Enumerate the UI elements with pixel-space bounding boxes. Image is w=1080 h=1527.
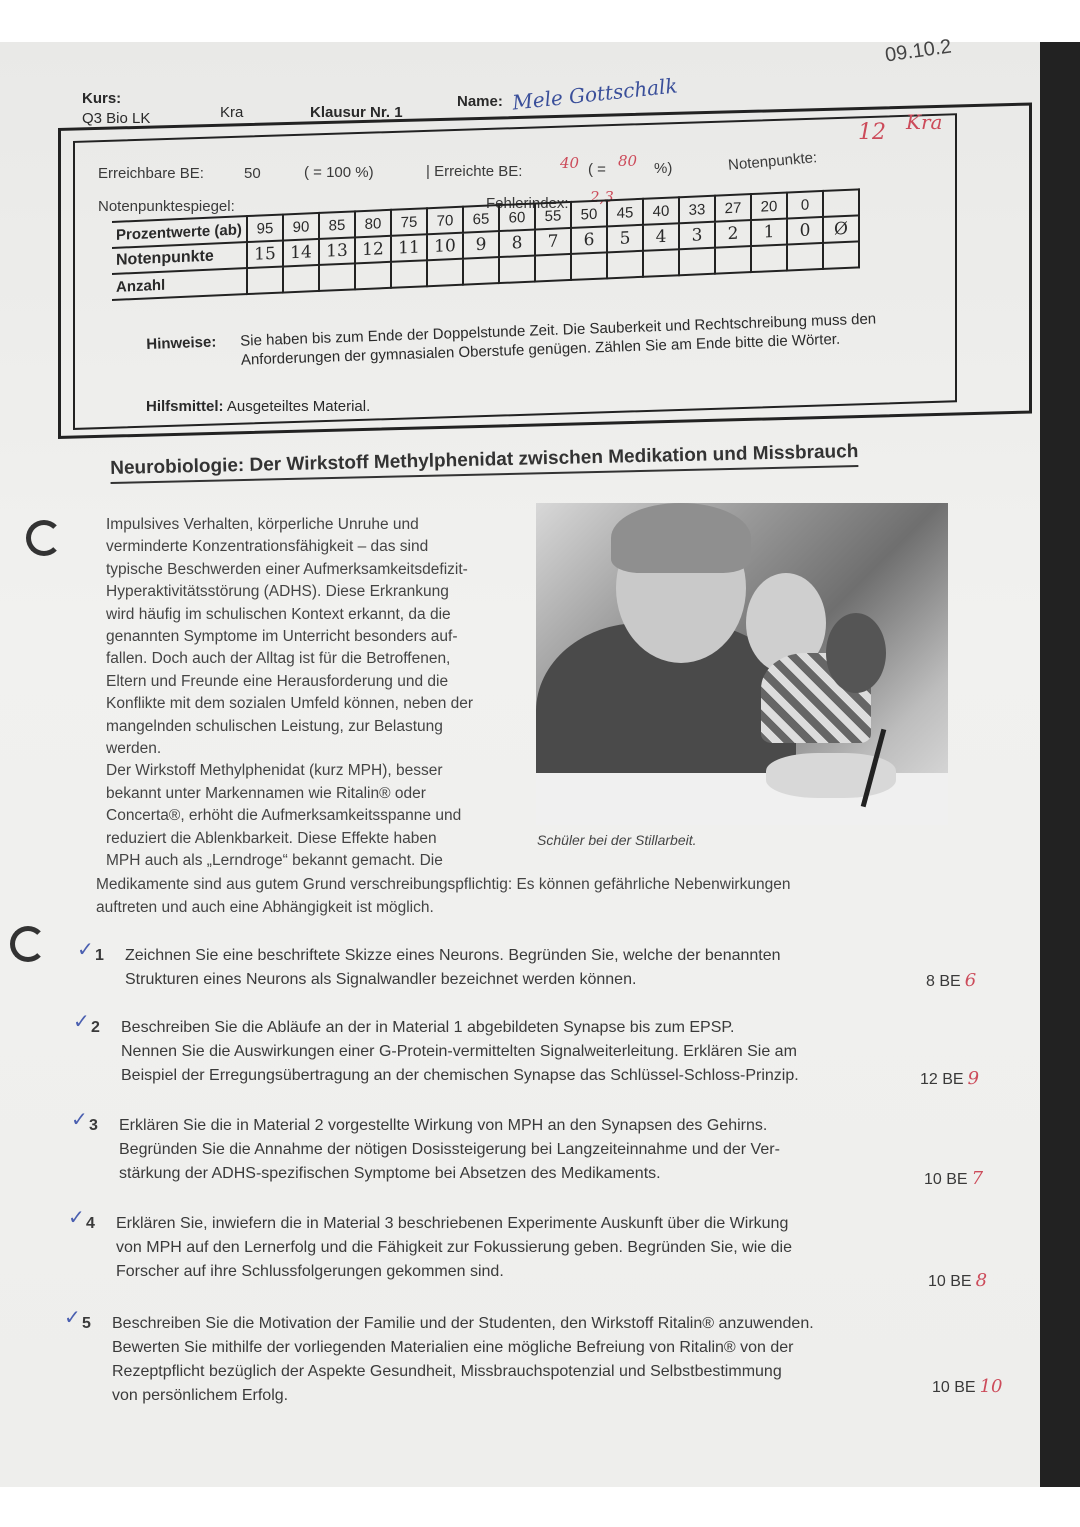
task-line: Beschreiben Sie die Motivation der Familie und der Studenten, den Wirkstoff Ritalin® anzuwenden.	[112, 1315, 814, 1332]
photo-shape	[826, 613, 886, 693]
be-max: 8 BE	[926, 973, 961, 990]
hilfsmittel	[146, 398, 370, 415]
exam-title: Neurobiologie: Der Wirkstoff Methylphenidat zwischen Medikation und Missbrauch	[110, 441, 859, 484]
intro-line: bekannt unter Markennamen wie Ritalin® oder	[106, 784, 426, 802]
teacher: Kra	[220, 104, 244, 121]
intro-line: reduziert die Ablenkbarkeit. Diese Effekte haben	[106, 829, 437, 847]
kurs-value: Q3 Bio LK	[82, 110, 151, 127]
points-cell: 15	[247, 241, 283, 269]
task-5-points	[932, 1376, 1003, 1397]
points-cell: 5	[607, 225, 643, 253]
check-mark-icon: ✓	[71, 1109, 88, 1131]
task-line: Begründen Sie die Annahme der nötigen Dosissteigerung bei Langzeiteinnahme und der Ver-	[119, 1141, 780, 1158]
anzahl-row-label: Anzahl	[112, 268, 247, 300]
photo-shape	[611, 503, 751, 573]
task-line: Rezeptpflicht bezüglich der Aspekte Gesundheit, Missbrauchspotenzial und Selbstbestimmung	[112, 1363, 782, 1380]
points-cell: 14	[283, 239, 319, 267]
percent-cell: 75	[391, 208, 427, 236]
intro-line: fallen. Doch auch der Alltag ist für die Betroffenen,	[106, 650, 451, 668]
task-line: Nennen Sie die Auswirkungen einer G-Protein-vermittelten Signalweiterleitung. Erklären Sie am	[121, 1043, 797, 1060]
task-line: Beispiel der Erregungsübertragung an der chemischen Synapse das Schlüssel-Schloss-Prinzip.	[121, 1067, 799, 1084]
be-max: 12 BE	[920, 1071, 964, 1088]
erreichbare-value: 50	[244, 165, 261, 182]
punch-hole	[10, 926, 46, 962]
intro-line: Konflikte mit dem sozialen Umfeld können, neben der	[106, 695, 474, 713]
task-line: Forscher auf ihre Schlussfolgerungen gekommen sind.	[116, 1263, 504, 1280]
task-line: Beschreiben Sie die Abläufe an der in Material 1 abgebildeten Synapse bis zum EPSP.	[121, 1019, 735, 1036]
percent-cell: 40	[643, 197, 679, 225]
fehlerindex-value: 2,3	[590, 188, 614, 206]
points-cell: 6	[571, 226, 607, 254]
task-line: Zeichnen Sie eine beschriftete Skizze eines Neurons. Begründen Sie, welche der benannten	[125, 947, 781, 964]
task-line: von persönlichem Erfolg.	[112, 1387, 289, 1404]
intro-line: typische Beschwerden einer Aufmerksamkeitsdefizit-	[106, 560, 468, 578]
percent-cell	[823, 189, 859, 217]
intro-line: werden.	[106, 740, 162, 758]
erreichbare-percent: ( = 100 %)	[304, 164, 374, 181]
task-number: 1	[95, 947, 104, 964]
intro-tail	[96, 874, 896, 919]
anzahl-cell	[643, 249, 679, 277]
anzahl-cell	[427, 259, 463, 287]
task-3-points	[924, 1168, 983, 1189]
points-cell: 4	[643, 223, 679, 251]
hinweise-label: Hinweise:	[146, 333, 217, 353]
hilfsmittel-text: Ausgeteiltes Material.	[226, 398, 371, 415]
be-max: 10 BE	[924, 1171, 968, 1188]
task-1-points	[926, 970, 976, 991]
task-text	[125, 944, 781, 992]
hinweise-text: Sie haben bis zum Ende der Doppelstunde Zeit. Die Sauberkeit und Rechtschreibung muss den Anforderungen der gymnasialen Oberstufe genügen. Zählen Sie am Ende bitte die Wörter.	[239, 310, 877, 369]
percent-cell: 45	[607, 199, 643, 227]
punch-hole	[26, 520, 62, 556]
task-number: 4	[86, 1215, 95, 1232]
hilfsmittel-label: Hilfsmittel:	[146, 398, 224, 415]
klausur-number: Klausur Nr. 1	[310, 104, 403, 121]
task-line: Strukturen eines Neurons als Signalwandler bezeichnet werden können.	[125, 971, 637, 988]
anzahl-cell	[607, 251, 643, 279]
points-cell: 7	[535, 228, 571, 256]
task-line: Erklären Sie die in Material 2 vorgestellte Wirkung von MPH an den Synapsen des Gehirns.	[119, 1117, 768, 1134]
intro-line: genannten Symptome im Unterricht besonders auf-	[106, 628, 458, 646]
points-cell: 2	[715, 220, 751, 248]
anzahl-cell	[283, 265, 319, 293]
be-achieved: 7	[971, 1168, 984, 1189]
anzahl-cell	[751, 245, 787, 273]
notenpunkte-sign: Kra	[906, 110, 943, 134]
name-label: Name:	[457, 93, 503, 110]
anzahl-cell	[535, 254, 571, 282]
intro-text	[106, 514, 516, 873]
points-cell: 0	[787, 217, 823, 245]
notenpunkte-value: 12	[858, 120, 886, 145]
percent-cell: 65	[463, 205, 499, 233]
be-achieved: 10	[979, 1376, 1003, 1397]
percent-cell: 85	[319, 211, 355, 239]
intro-line: Der Wirkstoff Methylphenidat (kurz MPH), besser	[106, 762, 443, 780]
percent-cell: 80	[355, 210, 391, 238]
be-max: 10 BE	[932, 1379, 976, 1396]
task-line: stärkung der ADHS-spezifischen Symptome bei Absetzen des Medikaments.	[119, 1165, 661, 1182]
photo-caption: Schüler bei der Stillarbeit.	[537, 832, 697, 848]
intro-line: verminderte Konzentrationsfähigkeit – das sind	[106, 538, 429, 556]
intro-line: Impulsives Verhalten, körperliche Unruhe und	[106, 516, 419, 533]
anzahl-cell	[355, 262, 391, 290]
erreichte-percent-close: %)	[654, 160, 673, 177]
task-text	[116, 1212, 792, 1284]
be-achieved: 8	[975, 1270, 988, 1291]
percent-cell: 90	[283, 213, 319, 241]
task-line: Bewerten Sie mithilfe der vorliegenden Materialien eine mögliche Befreiung von Ritalin® von der	[112, 1339, 794, 1356]
percent-row-label: Prozentwerte (ab)	[112, 216, 247, 248]
points-cell: 8	[499, 230, 535, 258]
erreichte-value: 40	[560, 154, 580, 172]
be-achieved: 9	[967, 1068, 980, 1089]
task-text	[112, 1312, 814, 1408]
task-number: 5	[82, 1315, 91, 1332]
anzahl-cell	[247, 267, 283, 295]
task-text	[119, 1114, 780, 1186]
percent-cell: 60	[499, 204, 535, 232]
points-cell: 1	[751, 219, 787, 247]
anzahl-cell	[823, 241, 859, 269]
percent-cell: 33	[679, 196, 715, 224]
anzahl-cell	[787, 243, 823, 271]
points-cell: Ø	[823, 215, 859, 243]
points-cell: 12	[355, 236, 391, 264]
percent-cell: 20	[751, 193, 787, 221]
name-value: Mele Gottschalk	[511, 73, 679, 115]
percent-cell: 0	[787, 191, 823, 219]
intro-line: MPH auch als „Lerndroge“ bekannt gemacht. Die	[106, 852, 443, 870]
check-mark-icon: ✓	[64, 1307, 81, 1329]
check-mark-icon: ✓	[73, 1011, 90, 1033]
intro-line: Eltern und Freunde eine Herausforderung und die	[106, 672, 449, 690]
intro-line: auftreten und auch eine Abhängigkeit ist möglich.	[96, 898, 434, 916]
points-cell: 13	[319, 237, 355, 265]
intro-line: wird häufig im schulischen Kontext erkannt, da die	[106, 605, 451, 623]
points-row-label: Notenpunkte	[112, 242, 247, 274]
percent-cell: 95	[247, 215, 283, 243]
task-line: von MPH auf den Lernerfolg und die Fähigkeit zur Fokussierung geben. Begründen Sie, wie die	[116, 1239, 792, 1256]
fehlerindex-label: Fehlerindex:	[486, 195, 569, 212]
be-max: 10 BE	[928, 1273, 972, 1290]
anzahl-cell	[391, 260, 427, 288]
task-number: 3	[89, 1117, 98, 1134]
erreichte-percent-value: 80	[618, 152, 638, 170]
kurs-label: Kurs:	[82, 90, 122, 107]
anzahl-cell	[715, 246, 751, 274]
dark-corner	[1040, 42, 1080, 1487]
intro-line: mangelnden schulischen Leistung, zur Belastung	[106, 717, 443, 735]
anzahl-cell	[679, 248, 715, 276]
task-number: 2	[91, 1019, 100, 1036]
intro-line: Concerta®, erhöht die Aufmerksamkeitsspanne und	[106, 807, 462, 825]
task-text	[121, 1016, 799, 1088]
anzahl-cell	[319, 263, 355, 291]
classroom-photo	[536, 503, 948, 825]
intro-line: Hyperaktivitätsstörung (ADHS). Diese Erkrankung	[106, 583, 449, 601]
task-2-points	[920, 1068, 979, 1089]
erreichte-percent-open: ( =	[588, 161, 606, 178]
task-line: Erklären Sie, inwiefern die in Material 3 beschriebenen Experimente Auskunft über die Wirkung	[116, 1215, 789, 1232]
be-achieved: 6	[964, 970, 977, 991]
task-4-points	[928, 1270, 987, 1291]
points-cell: 10	[427, 233, 463, 261]
anzahl-cell	[571, 252, 607, 280]
percent-cell: 55	[535, 202, 571, 230]
erreichbare-label: Erreichbare BE:	[98, 165, 204, 182]
points-cell: 3	[679, 222, 715, 250]
points-cell: 9	[463, 231, 499, 259]
check-mark-icon: ✓	[68, 1207, 85, 1229]
percent-cell: 27	[715, 194, 751, 222]
anzahl-cell	[499, 256, 535, 284]
notenpunktespiegel-label: Notenpunktespiegel:	[98, 198, 235, 215]
percent-cell: 70	[427, 207, 463, 235]
check-mark-icon: ✓	[77, 939, 94, 961]
points-cell: 11	[391, 234, 427, 262]
percent-cell: 50	[571, 200, 607, 228]
notenpunkte-label: Notenpunkte:	[727, 149, 818, 174]
date: 09.10.2	[883, 35, 953, 67]
intro-line: Medikamente sind aus gutem Grund verschreibungspflichtig: Es können gefährliche Nebenwirkungen	[96, 876, 791, 893]
erreichte-label: | Erreichte BE:	[426, 163, 523, 180]
anzahl-cell	[463, 257, 499, 285]
